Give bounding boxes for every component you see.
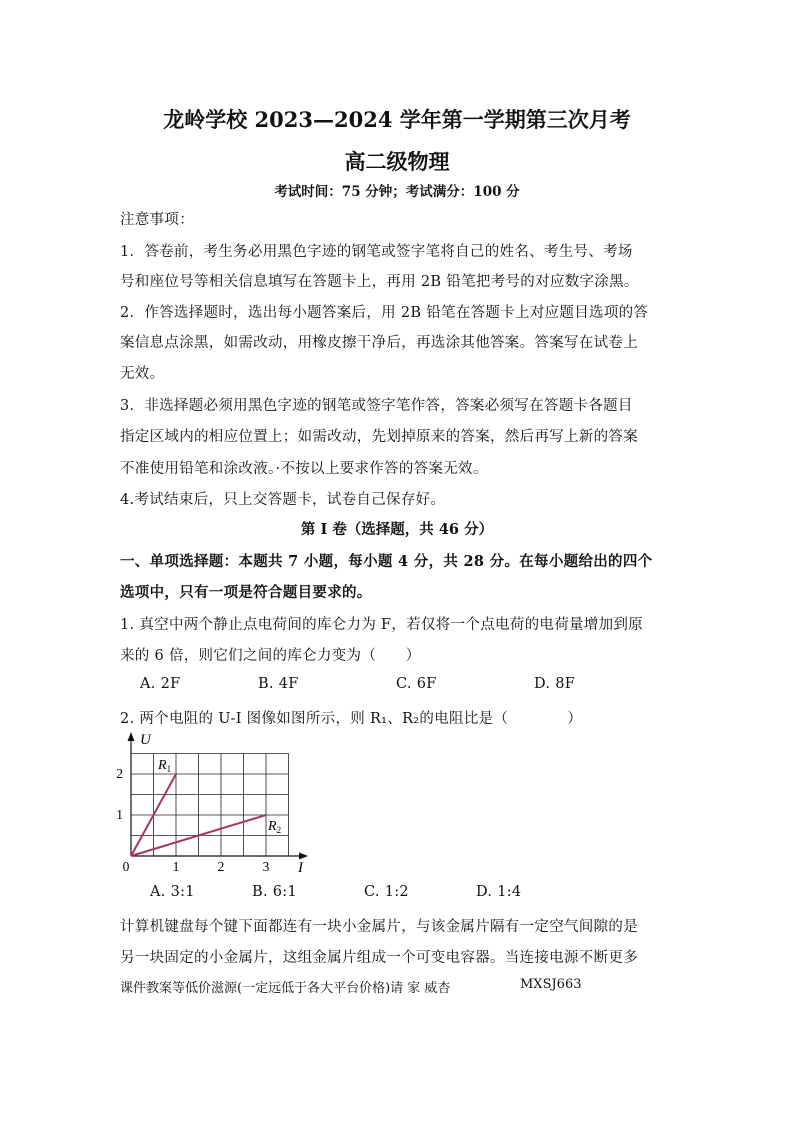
section-heading: 选项中，只有一项是符合题目要求的。 [120,584,372,601]
notice-line: 指定区域内的相应位置上；如需改动，先划掉原来的答案，然后再写上新的答案 [120,429,638,445]
q1-option-b: B. 4F [258,676,299,692]
footer-code: MXSJ663 [520,977,582,992]
x-axis-label: I [298,860,303,875]
notice-heading: 注意事项： [120,212,194,228]
notice-line: 案信息点涂黑，如需改动，用橡皮擦干净后，再选涂其他答案。答案写在试卷上 [120,335,638,351]
notice-line: 4.考试结束后，只上交答题卡，试卷自己保存好。 [120,492,446,508]
y-tick-label: 1 [116,807,123,822]
ui-graph [112,730,317,875]
notice-line: 2．作答选择题时，选出每小题答案后，用 2B 铅笔在答题卡上对应题目选项的答 [120,305,649,321]
x-tick-label: 2 [217,859,225,874]
q1-option-c: C. 6F [396,676,437,692]
q3-stem: 计算机键盘每个键下面都连有一块小金属片，与该金属片隔有一定空气间隙的是 [120,919,638,935]
x-tick-label: 1 [172,859,180,874]
part1-title: 第 I 卷（选择题，共 46 分） [300,521,494,538]
section-heading: 一、单项选择题：本题共 7 小题，每小题 4 分，共 28 分。在每小题给出的四个 [120,553,653,570]
x-axis-arrow [299,853,308,860]
footer-text: 课件教案等低价滋源(一定远低于各大平台价格)请 家 威杏 [120,981,451,996]
notice-line: 无效。 [120,366,165,382]
q1-stem: 来的 6 倍，则它们之间的库仑力变为（ ） [120,648,421,664]
q2-stem: 2. 两个电阻的 U-I 图像如图所示，则 R₁、R₂的电阻比是（ ） [120,711,583,727]
notice-line: 3．非选择题必须用黑色字迹的钢笔或签字笔作答，答案必须写在答题卡各题目 [120,398,633,414]
exam-info: 考试时间：75 分钟；考试满分：100 分 [274,184,520,200]
q2-option-c: C. 1:2 [364,884,409,900]
q2-option-d: D. 1:4 [476,884,522,900]
exam-title: 龙岭学校 2023—2024 学年第一学期第三次月考 [163,107,631,132]
notice-line: 号和座位号等相关信息填写在答题卡上，再用 2B 铅笔把考号的对应数字涂黑。 [120,274,639,290]
x-tick-label: 0 [122,859,130,874]
subject-title: 高二级物理 [344,149,450,174]
q2-option-b: B. 6:1 [252,884,298,900]
q3-stem: 另一块固定的小金属片，这组金属片组成一个可变电容器。当连接电源不断更多 [120,950,638,966]
notice-line: 不准使用铅笔和涂改液。·不按以上要求作答的答案无效。 [120,461,488,477]
q1-option-d: D. 8F [534,676,576,692]
y-tick-label: 2 [116,766,123,781]
series-label-1: $R_1$ [158,758,172,774]
series-label-2: $R_2$ [268,819,282,835]
chart-axes [128,732,309,860]
q1-option-a: A. 2F [140,676,181,692]
q2-option-a: A. 3:1 [150,884,195,900]
q1-stem: 1. 真空中两个静止点电荷间的库仑力为 F，若仅将一个点电荷的电荷量增加到原 [120,617,644,633]
notice-line: 1．答卷前，考生务必用黑色字迹的钢笔或签字笔将自己的姓名、考生号、考场 [120,244,633,260]
x-tick-label: 3 [262,859,270,874]
y-axis-label: U [140,732,151,748]
chart-grid [131,754,289,857]
y-axis-arrow [128,732,135,741]
